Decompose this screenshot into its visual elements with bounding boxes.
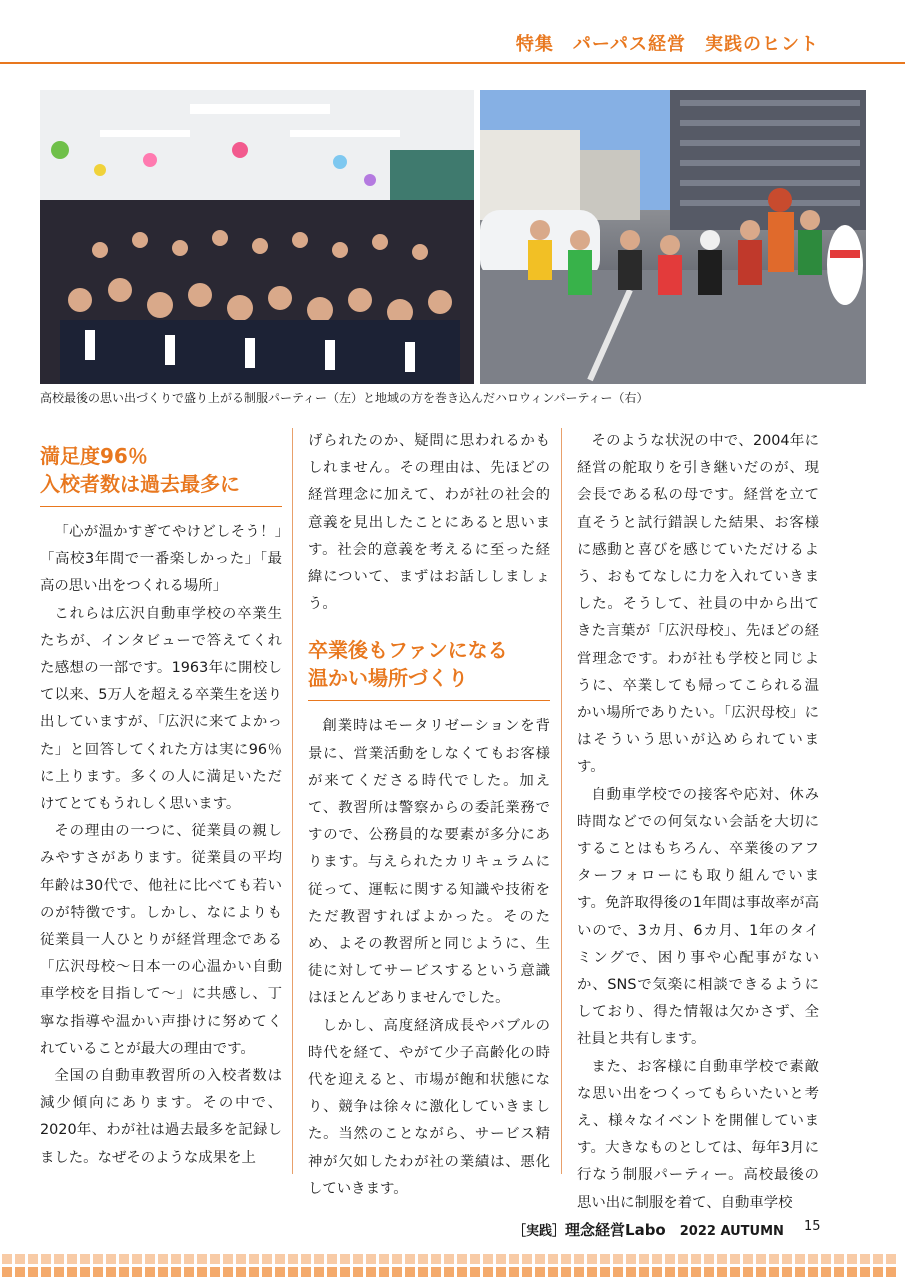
column-1 [40,428,282,1178]
footer-block [860,1267,870,1277]
footer-block [236,1267,246,1277]
footer-block [743,1267,753,1277]
footer-block [535,1254,545,1264]
footer-block [886,1254,896,1264]
footer-block [327,1254,337,1264]
footer-block [158,1254,168,1264]
footer-block [80,1267,90,1277]
footer-block [223,1254,233,1264]
footer-block [717,1267,727,1277]
footer-block [834,1254,844,1264]
footer-block [470,1254,480,1264]
footer-block [288,1267,298,1277]
footer-block [457,1267,467,1277]
footer-block [457,1254,467,1264]
footer-block [665,1267,675,1277]
footer-block [210,1267,220,1277]
footer-block [587,1267,597,1277]
footer-block [691,1267,701,1277]
footer-block [834,1267,844,1277]
footer-block [795,1267,805,1277]
footer-block [392,1254,402,1264]
heading-line-2: 入校者数は過去最多に [40,472,240,496]
footer-block [665,1254,675,1264]
paragraph: これらは広沢自動車学校の卒業生たちが、インタビューで答えてくれた感想の一部です。1963年に開校して以来、5万人を超える卒業生を送り出していますが、「広沢に来てよかった」と回答してくれた方は実に96％に上ります。多くの人に満足いただけてとてもうれしく思います。 [40,605,282,813]
footer-block [574,1254,584,1264]
footer-block [678,1267,688,1277]
footer-block [431,1254,441,1264]
publication-name: 理念経営Labo [565,1221,666,1239]
footer-block [301,1254,311,1264]
footer-block [704,1254,714,1264]
footer-block [366,1254,376,1264]
paragraph: 全国の自動車教習所の入校者数は減少傾向にあります。その中で、2020年、わが社は過去最多を記録しました。なぜそのような成果を上 [40,1068,282,1166]
footer-block [275,1254,285,1264]
footer-block [600,1254,610,1264]
footer-block [145,1254,155,1264]
footer-block [821,1267,831,1277]
footer-block [496,1267,506,1277]
footer-block [197,1267,207,1277]
footer-block [704,1267,714,1277]
footer-block [561,1267,571,1277]
footer-block [15,1267,25,1277]
footer-block [80,1254,90,1264]
halloween-party-photo [480,90,866,384]
section-heading-satisfaction [40,442,282,507]
heading-line-1: 卒業後もファンになる [308,638,508,663]
footer-block [548,1254,558,1264]
footer-block [808,1254,818,1264]
footer-block [743,1254,753,1264]
footer-block [353,1267,363,1277]
footer-block [639,1254,649,1264]
publication-prefix: ［実践］ [513,1224,566,1239]
footer-block [509,1267,519,1277]
footer-block [236,1254,246,1264]
footer-block [483,1254,493,1264]
footer-block [366,1267,376,1277]
heading-line-1: 満足度96％ [40,444,148,468]
paragraph: そのような状況の中で、2004年に経営の舵取りを引き継いだのが、現会長である私の母です。経営を立て直そうと試行錯誤した結果、お客様に感動と喜びを感じていただけるよう、おもてなしに力を入れていきました。そうして、社員の中から出てきた言葉が「広沢母校」、先ほどの経営理念です。わが社も学校と同じように、卒業しても帰ってこられる温かい場所でありたい。「広沢母校」にはそういう思いが込められています。 [577,433,819,776]
footer-block [2,1267,12,1277]
footer-block [54,1267,64,1277]
footer-block [808,1267,818,1277]
footer-block [379,1254,389,1264]
footer-block [54,1254,64,1264]
footer-block [184,1254,194,1264]
footer-block [197,1254,207,1264]
footer-block [106,1254,116,1264]
paragraph: しかし、高度経済成長やバブルの時代を経て、やがて少子高齢化の時代を迎えると、市場が飽和状態になり、競争は徐々に激化していきました。当然のことながら、サービス精神が欠如したわが社の業績は、悪化していきます。 [308,1017,550,1197]
footer-block [431,1267,441,1277]
footer-block [353,1254,363,1264]
footer-block [184,1267,194,1277]
footer-block [652,1267,662,1277]
footer-block [93,1254,103,1264]
footer-block [769,1267,779,1277]
paragraph: 創業時はモータリゼーションを背景に、営業活動をしなくてもお客様が来てくださる時代でした。加えて、教習所は警察からの委託業務ですので、公務員的な要素が多分にあります。与えられたカリキュラムに従って、運転に関する知識や技術をただ教習すればよかった。そのため、よその教習所と同じように、生徒に対してサービスするという意識はほとんどありませんでした。 [308,718,550,1007]
publication-label [507,1219,790,1240]
uniform-party-photo [40,90,474,384]
footer-block [67,1254,77,1264]
footer-block [769,1254,779,1264]
footer-block [288,1254,298,1264]
footer-block [444,1254,454,1264]
footer-block [847,1267,857,1277]
footer-block [106,1267,116,1277]
footer-block [327,1267,337,1277]
footer-block [28,1267,38,1277]
footer-block [314,1254,324,1264]
footer-block [691,1254,701,1264]
footer-block [314,1267,324,1277]
footer-block [392,1267,402,1277]
footer-block [795,1254,805,1264]
footer-block [210,1254,220,1264]
footer-block [145,1267,155,1277]
footer-block [340,1254,350,1264]
footer-block [522,1254,532,1264]
footer-block [730,1254,740,1264]
footer-block [873,1267,883,1277]
footer-block [41,1267,51,1277]
footer-block [444,1267,454,1277]
footer-block [561,1254,571,1264]
footer-block [470,1267,480,1277]
footer-block [613,1267,623,1277]
footer-block [574,1267,584,1277]
footer-block [340,1267,350,1277]
footer-block [548,1267,558,1277]
footer-block [678,1254,688,1264]
paragraph: げられたのか、疑問に思われるかもしれません。その理由は、先ほどの経営理念に加えて、わが社の社会的意義を見出したことにあると思います。社会的意義を考えるに至った経緯について、まずはお話ししましょう。 [308,433,550,613]
footer-block [639,1267,649,1277]
footer-block [522,1267,532,1277]
footer-block [405,1254,415,1264]
column-divider [292,428,293,1174]
footer-block [28,1254,38,1264]
paragraph: 自動車学校での接客や応対、休み時間などでの何気ない会話を大切にすることはもちろん、卒業後のアフターフォローにも取り組んでいます。免許取得後の1年間は事故率が高いので、3カ月、6カ月、1年のタイミングで、困り事や心配事がないか、SNSで気楽に相談できるようにしており、得た情報は欠かさず、全社員と共有します。 [577,786,819,1048]
footer-block [119,1254,129,1264]
footer-block [756,1267,766,1277]
footer-block [171,1254,181,1264]
footer-block [67,1267,77,1277]
footer-block [405,1267,415,1277]
footer-block [756,1254,766,1264]
paragraph: 「心が温かすぎてやけどしそう！」「高校3年間で一番楽しかった」「最高の思い出をつくれる場所」 [40,524,282,595]
footer-block [262,1254,272,1264]
footer-block [483,1267,493,1277]
heading-line-2: 温かい場所づくり [308,666,468,691]
footer-block [886,1267,896,1277]
footer-block [821,1254,831,1264]
footer-block [41,1254,51,1264]
footer-block [717,1254,727,1264]
footer-block [418,1254,428,1264]
footer-block [379,1267,389,1277]
footer-block [496,1254,506,1264]
footer-block [509,1254,519,1264]
footer-block [626,1254,636,1264]
footer-block [847,1254,857,1264]
column-3 [577,428,819,1211]
header-rule [0,62,905,64]
paragraph: また、お客様に自動車学校で素敵な思い出をつくってもらいたいと考え、様々なイベントを開催しています。大きなものとしては、毎年3月に行なう制服パーティー。高校最後の思い出に制服を着て、自動車学校 [577,1058,819,1211]
footer-block [873,1254,883,1264]
footer-block [132,1254,142,1264]
footer-block [730,1267,740,1277]
footer-block [132,1267,142,1277]
section-heading-fan [308,636,550,701]
column-divider [561,428,562,1174]
paragraph: その理由の一つに、従業員の親しみやすさがあります。従業員の平均年齢は30代で、他社に比べても若いのが特徴です。しかし、なによりも従業員一人ひとりが経営理念である「広沢母校～日本一の心温かい自動車学校を目指して～」に共感し、丁寧な指導や温かい声掛けに努めてくれていることが最大の理由です。 [40,823,282,1057]
footer-block [171,1267,181,1277]
footer-block [587,1254,597,1264]
footer-block [613,1254,623,1264]
photo-caption: 高校最後の思い出づくりで盛り上がる制服パーティー（左）と地域の方を巻き込んだハロウィンパーティー（右） [40,391,649,405]
footer-block [418,1267,428,1277]
footer-block [782,1254,792,1264]
footer-block [860,1254,870,1264]
footer-block [600,1267,610,1277]
footer-block [301,1267,311,1277]
footer-block [158,1267,168,1277]
feature-header-title: 特集 パーパス経営 実践のヒント [515,34,819,55]
footer-block [249,1267,259,1277]
footer-block [535,1267,545,1277]
issue-season: 2022 AUTUMN [679,1224,784,1239]
footer-block [2,1254,12,1264]
footer-block [249,1254,259,1264]
footer-block [652,1254,662,1264]
footer-block [119,1267,129,1277]
footer-block [275,1267,285,1277]
footer-block [15,1254,25,1264]
footer-block [782,1267,792,1277]
footer-block [93,1267,103,1277]
footer-block [262,1267,272,1277]
footer-block [626,1267,636,1277]
footer-block [223,1267,233,1277]
column-2 [308,428,550,1197]
page-number: 15 [800,1219,825,1234]
